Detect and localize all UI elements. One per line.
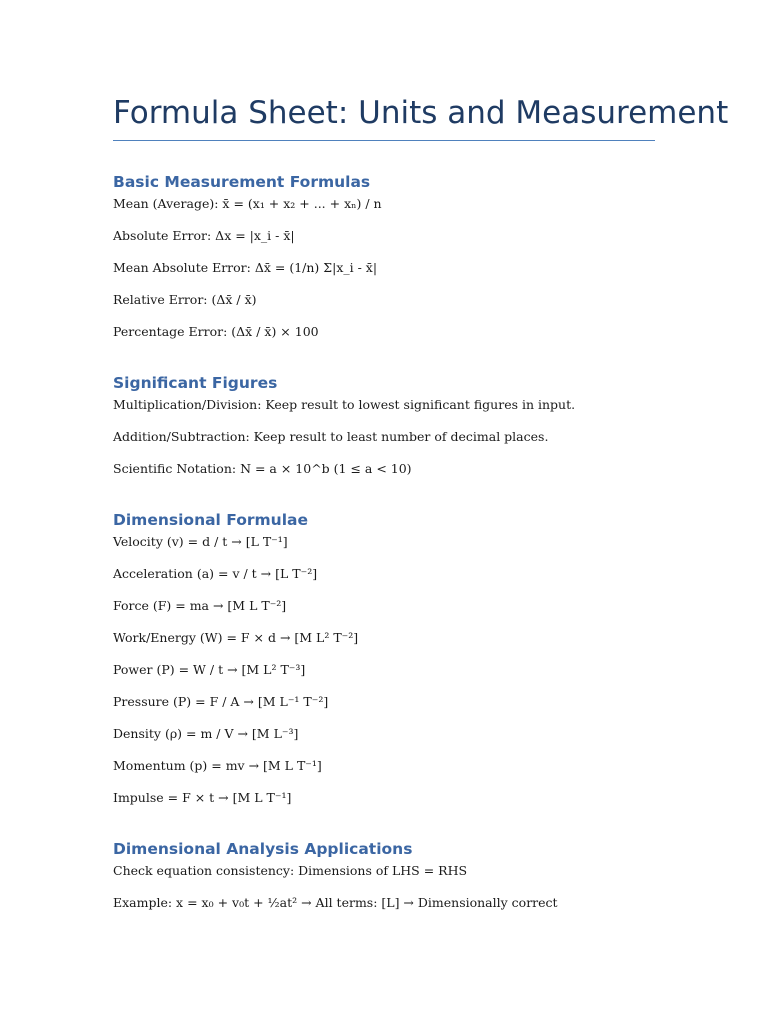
formula-line: Acceleration (a) = v / t → [L T⁻²] <box>113 566 318 581</box>
formula-line: Impulse = F × t → [M L T⁻¹] <box>113 790 292 805</box>
formula-line: Momentum (p) = mv → [M L T⁻¹] <box>113 758 322 773</box>
formula-line: Work/Energy (W) = F × d → [M L² T⁻²] <box>113 630 359 645</box>
formula-line: Addition/Subtraction: Keep result to least number of decimal places. <box>113 429 549 444</box>
formula-line: Force (F) = ma → [M L T⁻²] <box>113 598 287 613</box>
formula-line: Velocity (v) = d / t → [L T⁻¹] <box>113 534 288 549</box>
document-page <box>113 94 729 911</box>
formula-line: Relative Error: (Δx̄ / x̄) <box>113 292 257 307</box>
formula-line: Check equation consistency: Dimensions of LHS = RHS <box>113 863 468 878</box>
formula-line: Mean Absolute Error: Δx̄ = (1/n) Σ|x_i - x̄| <box>113 260 378 275</box>
section-basic-measurement <box>113 172 655 340</box>
formula-line: Multiplication/Division: Keep result to lowest significant figures in input. <box>113 397 576 412</box>
section-significant-figures <box>113 373 655 477</box>
section-dimensional-formulae <box>113 510 655 806</box>
formula-line: Absolute Error: Δx = |x_i - x̄| <box>113 228 295 243</box>
page-title: Formula Sheet: Units and Measurement <box>113 94 655 141</box>
formula-line: Power (P) = W / t → [M L² T⁻³] <box>113 662 306 677</box>
formula-line: Scientific Notation: N = a × 10^b (1 ≤ a < 10) <box>113 461 412 476</box>
section-heading: Dimensional Formulae <box>113 511 308 529</box>
formula-line: Pressure (P) = F / A → [M L⁻¹ T⁻²] <box>113 694 329 709</box>
section-heading: Basic Measurement Formulas <box>113 173 371 191</box>
section-dimensional-analysis <box>113 839 655 911</box>
formula-line: Percentage Error: (Δx̄ / x̄) × 100 <box>113 324 319 339</box>
formula-line: Example: x = x₀ + v₀t + ½at² → All terms: [L] → Dimensionally correct <box>113 895 558 910</box>
section-heading: Dimensional Analysis Applications <box>113 840 413 858</box>
section-heading: Significant Figures <box>113 374 278 392</box>
formula-line: Density (ρ) = m / V → [M L⁻³] <box>113 726 299 741</box>
formula-line: Mean (Average): x̄ = (x₁ + x₂ + ... + xₙ) / n <box>113 196 382 211</box>
